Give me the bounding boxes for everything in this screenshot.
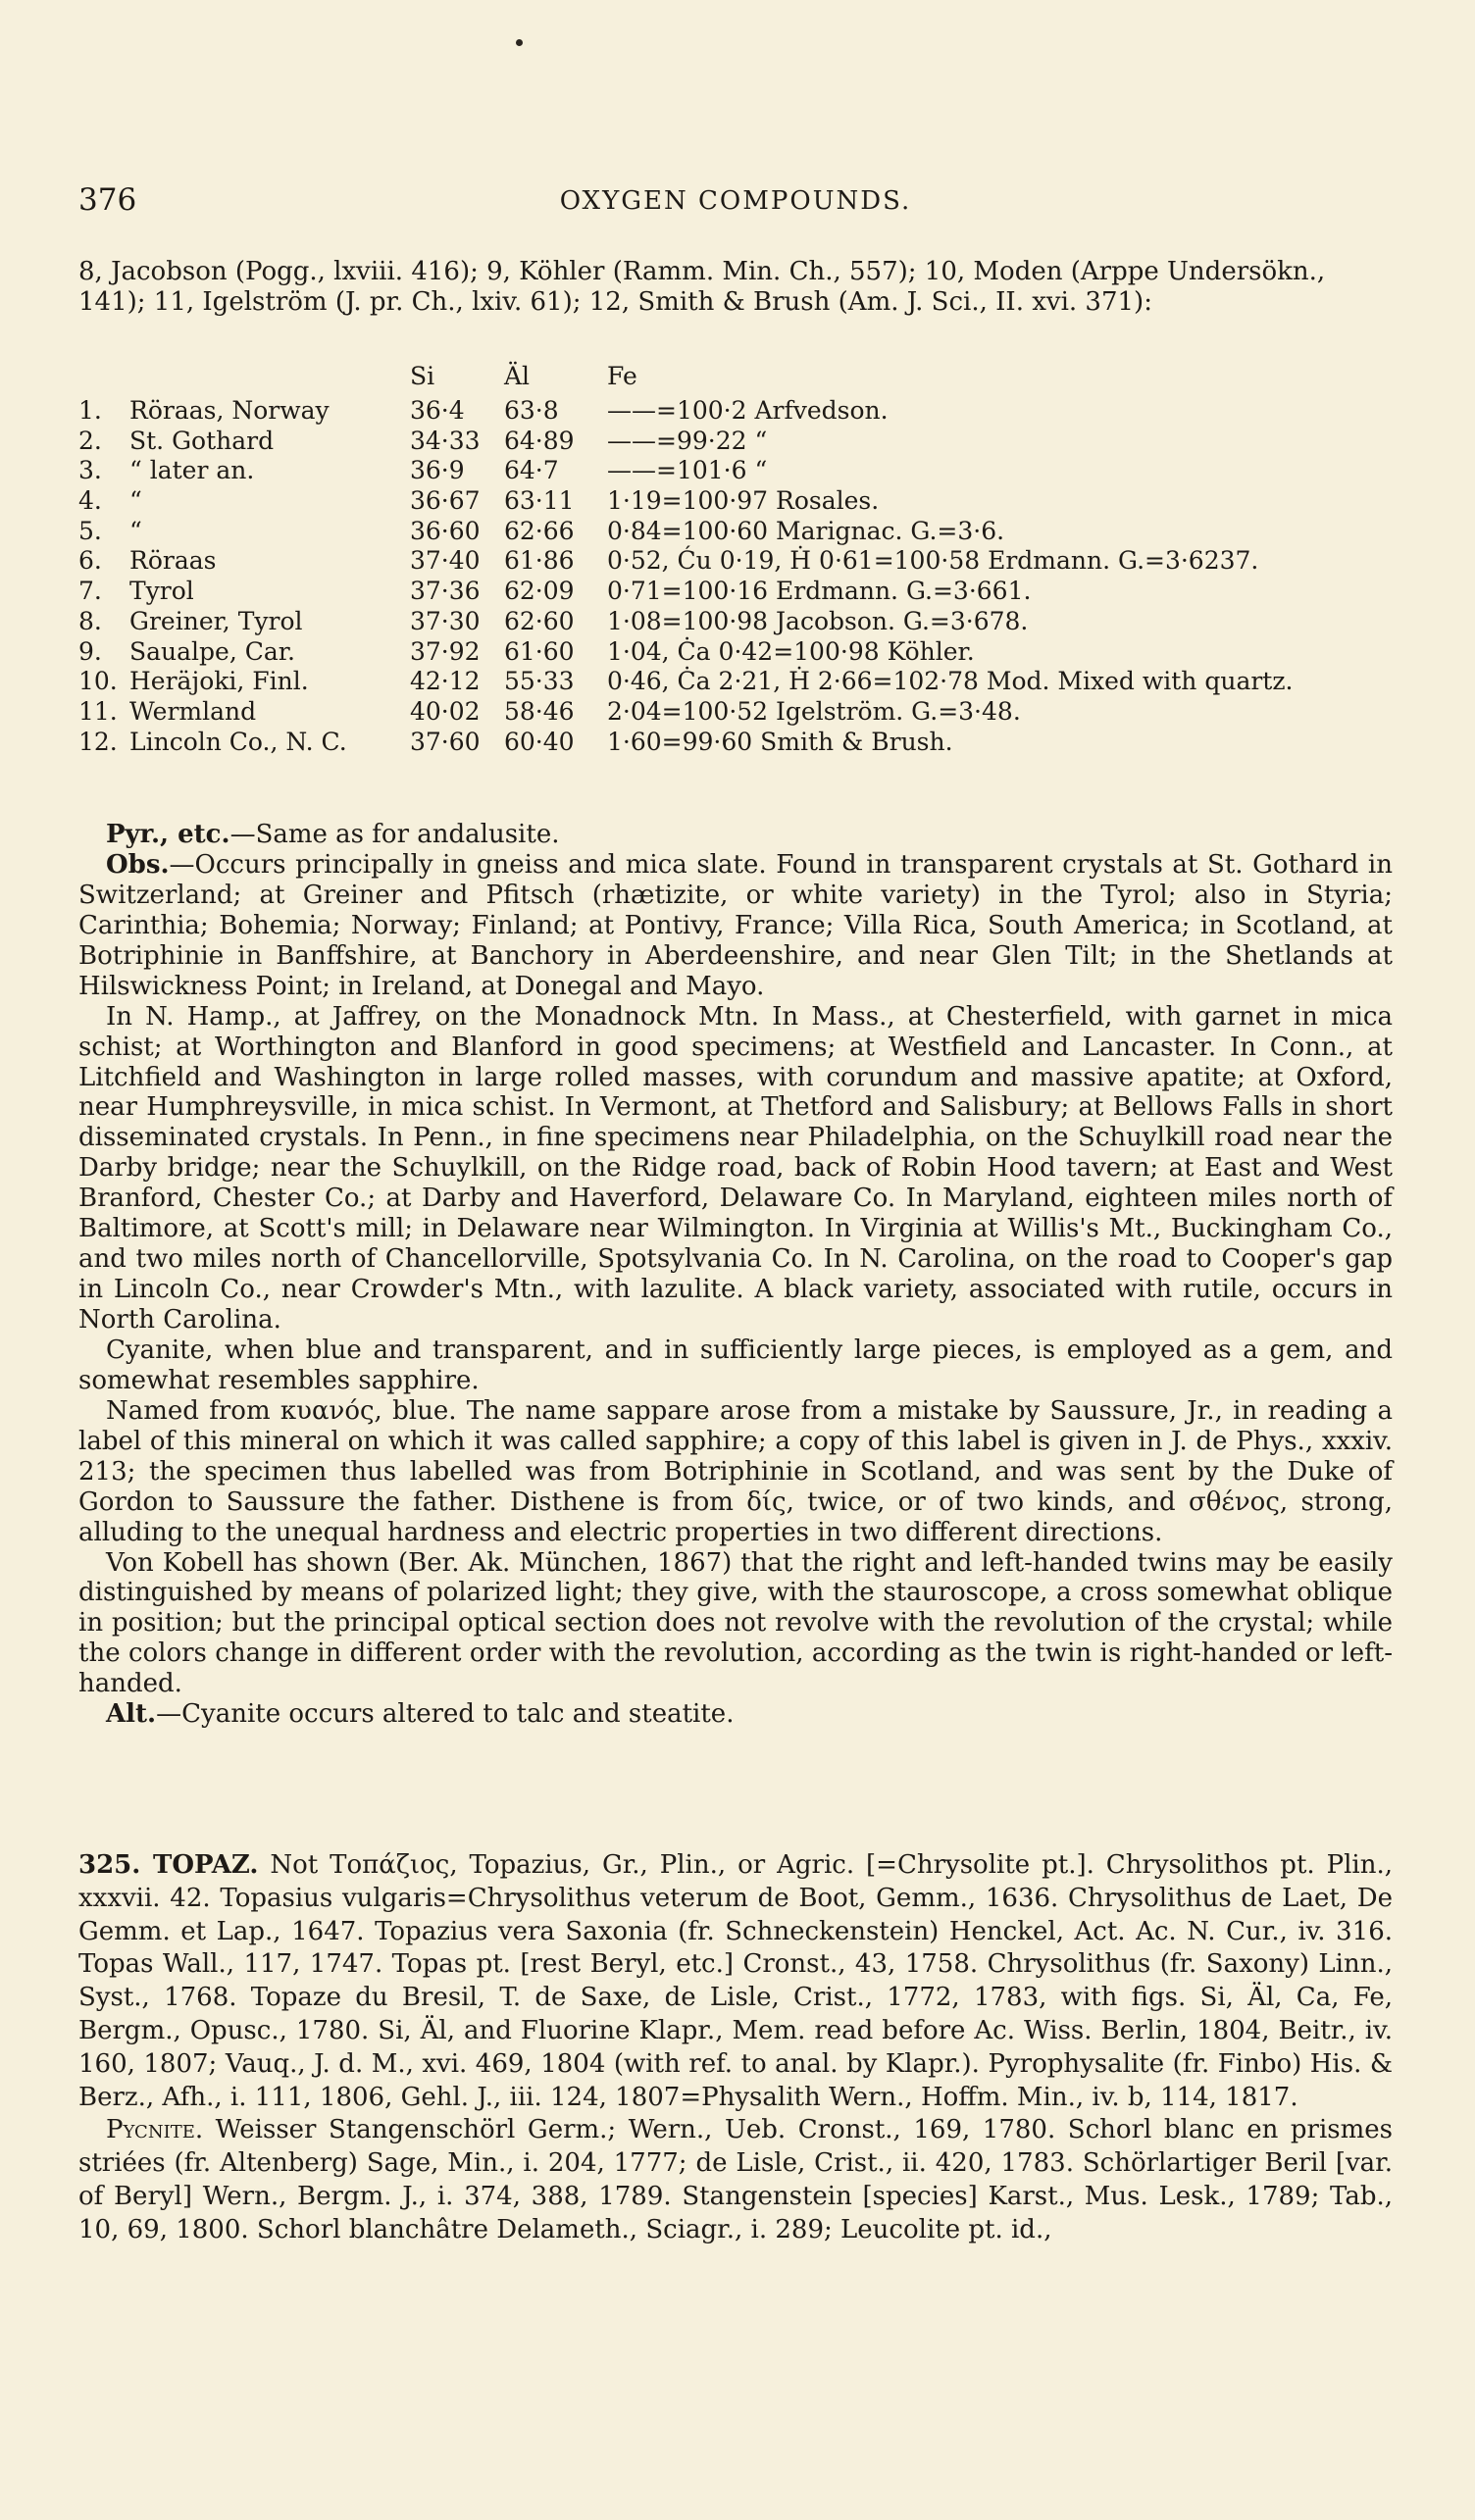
si-value: 37·40 <box>410 546 481 576</box>
fe-and-total: 1·60=99·60 Smith & Brush. <box>607 727 953 756</box>
fe-and-total: 0·52, Ću 0·19, Ḣ 0·61=100·58 Erdmann. G.=3·6237. <box>607 546 1259 576</box>
topaz-heading: 325. TOPAZ. <box>78 1850 259 1880</box>
obs-text: —Occurs principally in gneiss and mica slate. Found in transparent crystals at St. Gothard in Switzerland; at Greiner and Pfitsch (rhætizite, or white variety) in the Tyrol; also in Styria; Carinthia; Bohemia; Norway; Finland; at Pontivy, France; Villa Rica, South America; in Scotland, at Botriphinie in Banffshire, at Banchory in Aberdeenshire, and near Glen Tilt; in the Shetlands at Hilswickness Point; in Ireland, at Donegal and Mayo. <box>78 849 1393 1001</box>
row-number: 1. <box>78 396 102 425</box>
table-row <box>78 637 1293 668</box>
fe-and-total: 1·08=100·98 Jacobson. G.=3·678. <box>607 606 1029 635</box>
fe-and-total: 1·19=100·97 Rosales. <box>607 486 880 516</box>
si-value: 40·02 <box>410 696 481 726</box>
analysis-table <box>78 345 1293 757</box>
running-title: OXYGEN COMPOUNDS. <box>559 186 912 216</box>
row-number: 10. <box>78 667 118 696</box>
si-value: 36·67 <box>410 486 481 516</box>
table-row <box>78 486 1293 517</box>
al-value: 63·11 <box>504 486 575 516</box>
table-row <box>78 607 1293 637</box>
row-number: 9. <box>78 636 102 666</box>
table-row <box>78 517 1293 547</box>
si-value: 37·30 <box>410 606 481 635</box>
header-al: Äl <box>504 362 531 390</box>
header-cell <box>78 345 129 396</box>
row-number: 6. <box>78 546 102 576</box>
locality: Heräjoki, Finl. <box>129 667 309 696</box>
topaz-section <box>78 1849 1393 2247</box>
gem-paragraph: Cyanite, when blue and transparent, and in sufficiently large pieces, is employed as a gem, and somewhat resembles sapphire. <box>78 1335 1393 1395</box>
fe-and-total: 2·04=100·52 Igelström. G.=3·48. <box>607 696 1021 726</box>
al-value: 64·89 <box>504 426 575 455</box>
si-value: 37·60 <box>410 727 481 756</box>
analysis-table-wrap <box>78 345 1432 757</box>
page-number: 376 <box>78 182 137 218</box>
si-value: 34·33 <box>410 426 481 455</box>
pyr-label: Pyr., etc. <box>106 820 230 849</box>
row-number: 3. <box>78 456 102 485</box>
topaz-paragraph <box>78 1849 1393 2114</box>
pycnite-label: Pycnite. <box>106 2115 204 2145</box>
al-value: 63·8 <box>504 396 559 425</box>
cyanite-description <box>78 820 1393 1730</box>
table-row <box>78 728 1293 758</box>
pyr-paragraph <box>78 820 1393 850</box>
page-header <box>78 182 1393 222</box>
alt-text: —Cyanite occurs altered to talc and steatite. <box>156 1699 735 1730</box>
fe-and-total: ——=99·22 “ <box>607 426 768 455</box>
row-number: 4. <box>78 486 102 516</box>
row-number: 12. <box>78 727 118 756</box>
locality: “ later an. <box>129 456 255 485</box>
table-row <box>78 396 1293 427</box>
table-row <box>78 697 1293 728</box>
row-number: 2. <box>78 426 102 455</box>
al-value: 62·09 <box>504 577 575 606</box>
table-row <box>78 546 1293 577</box>
table-header-row <box>78 345 1293 396</box>
al-value: 61·60 <box>504 636 575 666</box>
si-value: 37·92 <box>410 636 481 666</box>
locality: Lincoln Co., N. C. <box>129 727 347 756</box>
row-number: 11. <box>78 696 118 726</box>
si-value: 36·9 <box>410 456 465 485</box>
si-value: 36·60 <box>410 516 481 545</box>
locality: Greiner, Tyrol <box>129 606 303 635</box>
fe-and-total: 0·46, Ċa 2·21, Ḣ 2·66=102·78 Mod. Mixed with quartz. <box>607 667 1294 696</box>
pyr-text: —Same as for andalusite. <box>229 820 560 849</box>
analysis-references <box>78 257 1393 318</box>
topaz-synonymy: Not Τοπάζιος, Topazius, Gr., Plin., or Agric. [=Chrysolite pt.]. Chrysolithos pt. Plin., xxxvii. 42. Topasius vulgaris=Chrysolithus veterum de Boot, Gemm., 1636. Chrysolithus de Laet, De Gemm. et Lap., 1647. Topazius vera Saxonia (fr. Schneckenstein) Henckel, Act. Ac. N. Cur., iv. 316. Topas Wall., 117, 1747. Topas pt. [rest Beryl, etc.] Cronst., 43, 1758. Chrysolithus (fr. Saxony) Linn., Syst., 1768. Topaze du Bresil, T. de Saxe, de Lisle, Crist., 1772, 1783, with figs. Si, Äl, Ca, Fe, Bergm., Opusc., 1780. Si, Äl, and Fluorine Klapr., Mem. read before Ac. Wiss. Berlin, 1804, Beitr., iv. 160, 1807; Vauq., J. d. M., xvi. 469, 1804 (with ref. to anal. by Klapr.). Pyrophysalite (fr. Finbo) His. & Berz., Afh., i. 111, 1806, Gehl. J., iii. 124, 1807=Physalith Wern., Hoffm. Min., iv. b, 114, 1817. <box>78 1850 1393 2112</box>
al-value: 61·86 <box>504 546 575 576</box>
al-value: 60·40 <box>504 727 575 756</box>
row-number: 8. <box>78 606 102 635</box>
locality: Röraas <box>129 546 217 576</box>
fe-and-total: ——=101·6 “ <box>607 456 768 485</box>
al-value: 58·46 <box>504 696 575 726</box>
references-paragraph: 8, Jacobson (Pogg., lxviii. 416); 9, Köhler (Ramm. Min. Ch., 557); 10, Moden (Arppe Undersökn., 141); 11, Igelström (J. pr. Ch., lxiv. 61); 12, Smith & Brush (Am. J. Sci., II. xvi. 371): <box>78 257 1326 317</box>
al-value: 62·66 <box>504 516 575 545</box>
obs-label: Obs. <box>106 849 170 880</box>
header-fe: Fe <box>607 362 637 390</box>
fe-and-total: 0·71=100·16 Erdmann. G.=3·661. <box>607 577 1032 606</box>
table-row <box>78 456 1293 486</box>
ink-dot <box>516 39 523 46</box>
us-localities-paragraph: In N. Hamp., at Jaffrey, on the Monadnock Mtn. In Mass., at Chesterfield, with garnet in mica schist; at Worthington and Blanford in good specimens; at Westfield and Lancaster. In Conn., at Litchfield and Washington in large rolled masses, with corundum and massive apatite; at Oxford, near Humphreysville, in mica schist. In Vermont, at Thetford and Salisbury; at Bellows Falls in short disseminated crystals. In Penn., in fine specimens near Philadelphia, on the Schuylkill road near the Darby bridge; near the Schuylkill, on the Ridge road, back of Robin Hood tavern; at East and West Branford, Chester Co.; at Darby and Haverford, Delaware Co. In Maryland, eighteen miles north of Baltimore, at Scott's mill; in Delaware near Wilmington. In Virginia at Willis's Mt., Buckingham Co., and two miles north of Chancellorville, Spotsylvania Co. In N. Carolina, on the road to Cooper's gap in Lincoln Co., near Crowder's Mtn., with lazulite. A black variety, associated with rutile, occurs in North Carolina. <box>78 1001 1393 1335</box>
header-si: Si <box>410 362 435 390</box>
header-cell <box>129 345 410 396</box>
table-row <box>78 577 1293 607</box>
si-value: 36·4 <box>410 396 465 425</box>
table-row <box>78 667 1293 697</box>
locality: “ <box>129 486 142 516</box>
al-value: 55·33 <box>504 667 575 696</box>
obs-paragraph <box>78 850 1393 1002</box>
fe-and-total: 1·04, Ċa 0·42=100·98 Köhler. <box>607 636 975 666</box>
al-value: 62·60 <box>504 606 575 635</box>
fe-and-total: 0·84=100·60 Marignac. G.=3·6. <box>607 516 1005 545</box>
al-value: 64·7 <box>504 456 559 485</box>
etymology-paragraph: Named from κυανός, blue. The name sappare arose from a mistake by Saussure, Jr., in reading a label of this mineral on which it was called sapphire; a copy of this label is given in J. de Phys., xxxiv. 213; the specimen thus labelled was from Botriphinie in Scotland, and was sent by the Duke of Gordon to Saussure the father. Disthene is from δίς, twice, or of two kinds, and σθένος, strong, alluding to the unequal hardness and electric properties in two different directions. <box>78 1395 1393 1547</box>
locality: “ <box>129 516 142 545</box>
kobell-paragraph: Von Kobell has shown (Ber. Ak. München, 1867) that the right and left-handed twins may be easily distinguished by means of polarized light; they give, with the stauroscope, a cross somewhat oblique in position; but the principal optical section does not revolve with the revolution of the crystal; while the colors change in different order with the revolution, according as the twin is right-handed or left-handed. <box>78 1547 1393 1699</box>
locality: Tyrol <box>129 577 194 606</box>
pycnite-synonymy: Weisser Stangenschörl Germ.; Wern., Ueb. Cronst., 169, 1780. Schorl blanc en prismes striées (fr. Altenberg) Sage, Min., i. 204, 1777; de Lisle, Crist., ii. 420, 1783. Schörlartiger Beril [var. of Beryl] Wern., Bergm. J., i. 374, 388, 1789. Stangenstein [species] Karst., Mus. Lesk., 1789; Tab., 10, 69, 1800. Schorl blanchâtre Delameth., Sciagr., i. 289; Leucolite pt. id., <box>78 2115 1393 2244</box>
row-number: 5. <box>78 516 102 545</box>
fe-and-total: ——=100·2 Arfvedson. <box>607 396 889 425</box>
si-value: 37·36 <box>410 577 481 606</box>
locality: Saualpe, Car. <box>129 636 295 666</box>
alt-label: Alt. <box>106 1699 157 1730</box>
pycnite-paragraph <box>78 2114 1393 2246</box>
table-row <box>78 427 1293 457</box>
row-number: 7. <box>78 577 102 606</box>
locality: St. Gothard <box>129 426 275 455</box>
locality: Wermland <box>129 696 257 726</box>
locality: Röraas, Norway <box>129 396 330 425</box>
si-value: 42·12 <box>410 667 481 696</box>
alt-paragraph <box>78 1699 1393 1730</box>
